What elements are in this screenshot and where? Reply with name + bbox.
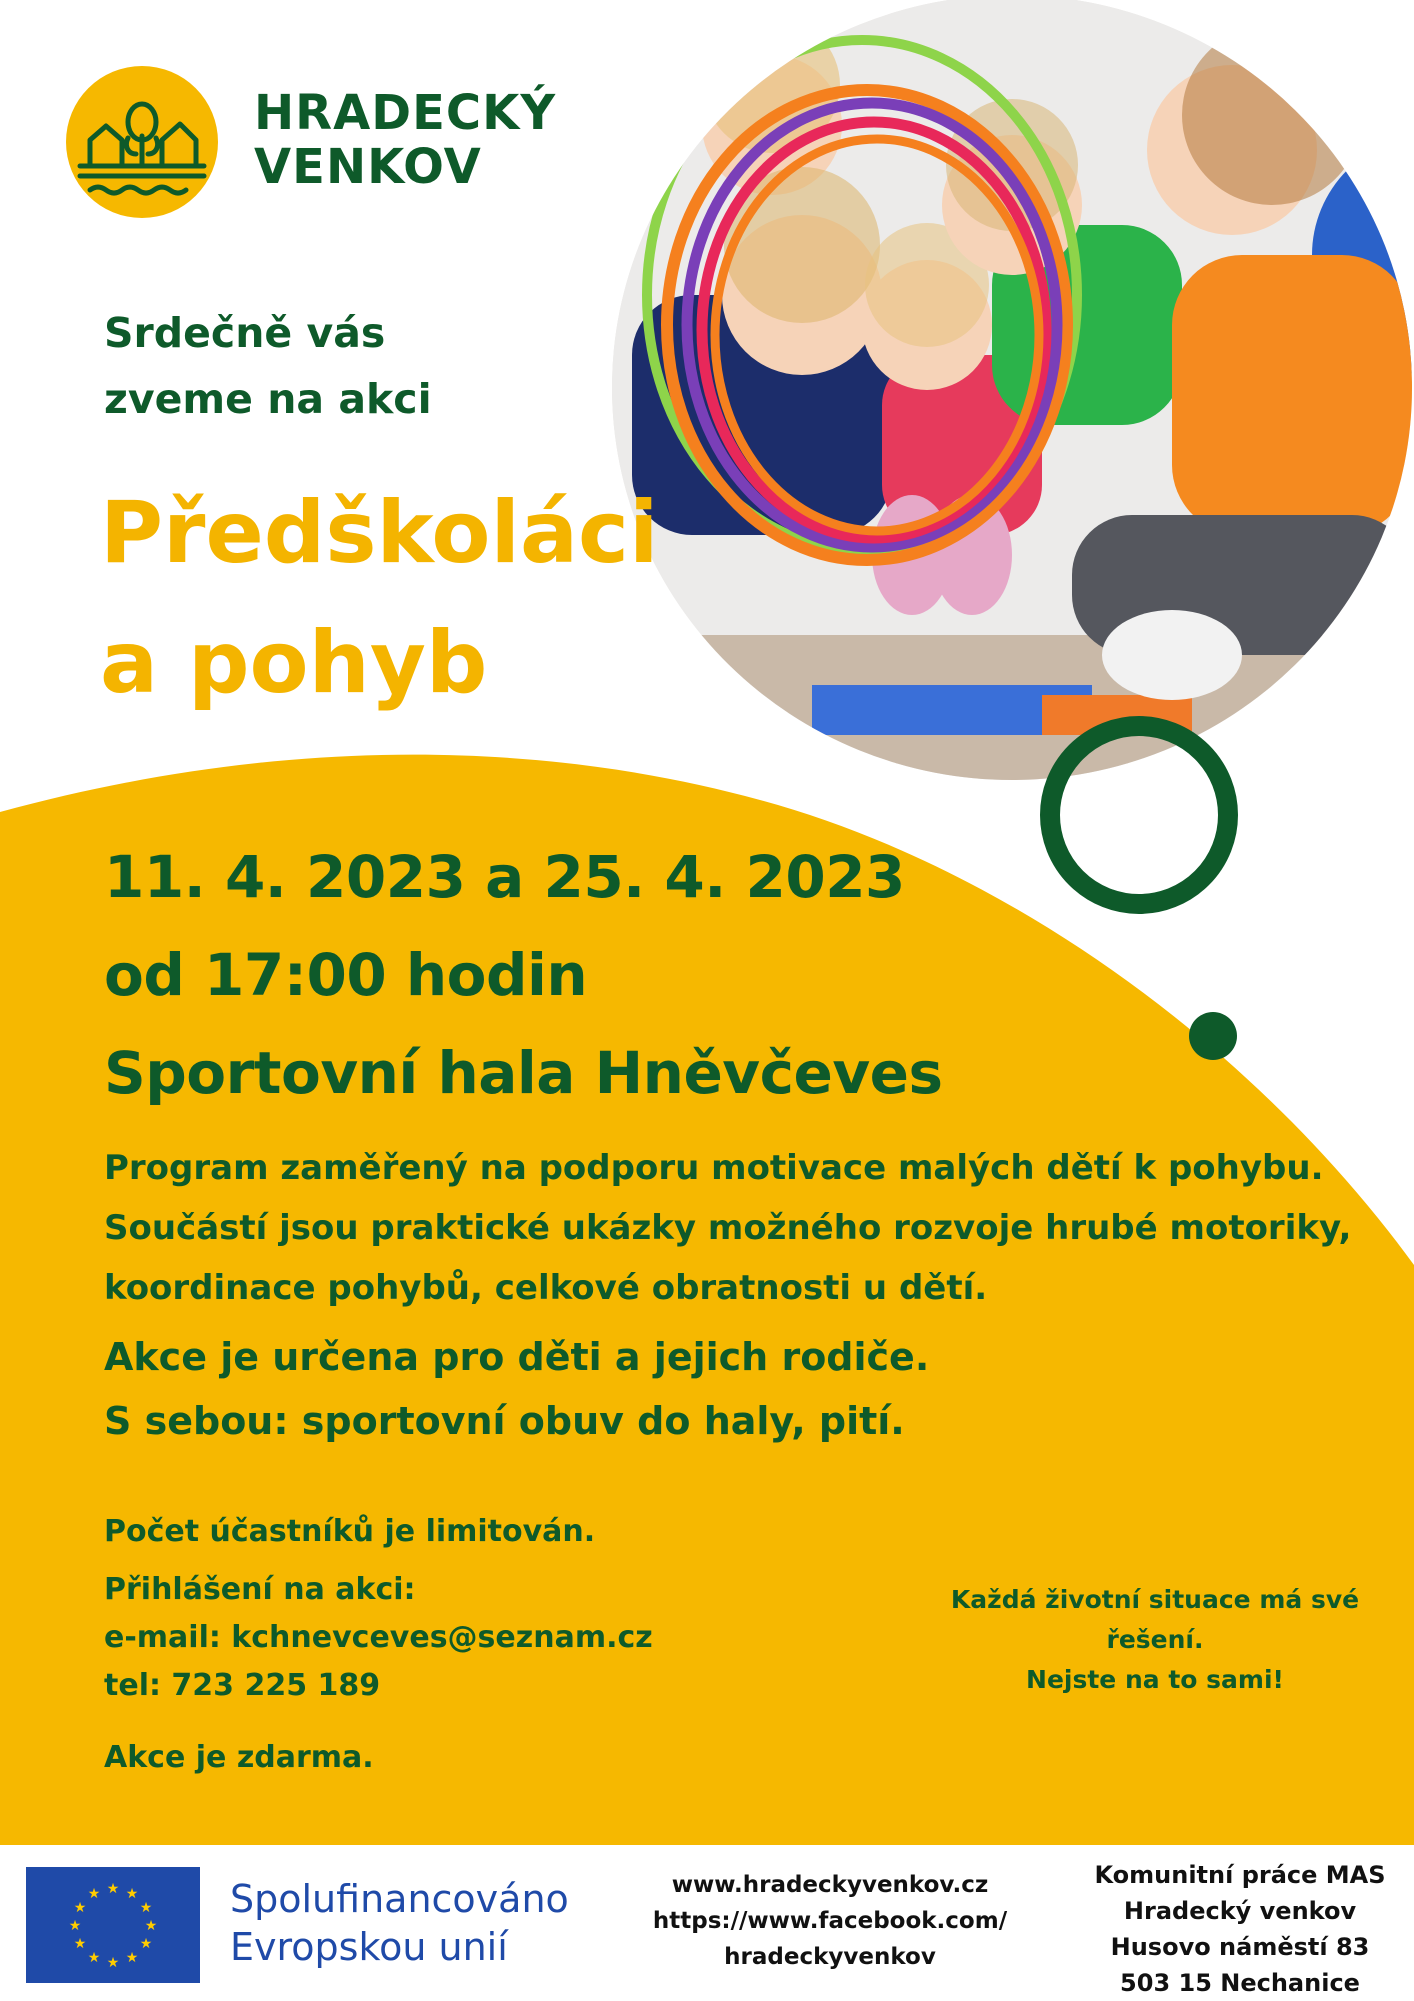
invite-line-1: Srdečně vás [104,309,386,357]
facebook-link[interactable]: https://www.facebook.com/ [652,1908,1008,1934]
svg-text:★: ★ [106,1955,120,1971]
organizer-address [1080,1857,1400,2001]
event-title [100,468,658,728]
decorative-ring-icon [1040,716,1238,914]
description-line-5: S sebou: sportovní obuv do haly, pití. [104,1399,905,1443]
eu-flag-icon [26,1867,200,1983]
event-audience [104,1325,929,1453]
eu-stars-icon [26,1867,200,1983]
motto [950,1580,1360,1700]
title-line-2: a pohyb [100,613,488,713]
footer [0,1845,1414,2000]
address-line-2: Hradecký venkov [1123,1897,1357,1925]
address-line-1: Komunitní práce MAS [1094,1861,1386,1889]
web-links [630,1867,1030,1975]
logo-line-1: HRADECKÝ [254,85,557,141]
description-line-2: Součástí jsou praktické ukázky možného rozvoje hrubé motoriky, [104,1208,1352,1248]
address-line-4: 503 15 Nechanice [1120,1969,1360,1997]
svg-text:★: ★ [73,1900,87,1916]
svg-text:★: ★ [139,1900,153,1916]
description-line-3: koordinace pohybů, celkové obratnosti u dětí. [104,1268,988,1308]
event-dates: 11. 4. 2023 a 25. 4. 2023 [104,843,905,911]
event-time: od 17:00 hodin [104,941,588,1009]
description-line-1: Program zaměřený na podporu motivace malých dětí k pohybu. [104,1148,1324,1188]
invitation-text [104,300,432,432]
event-place: Sportovní hala Hněvčeves [104,1039,943,1107]
children-with-hoops-illustration [612,0,1412,780]
logo-line-2: VENKOV [254,139,482,195]
motto-line-1: Každá životní situace má své [950,1585,1360,1614]
svg-text:★: ★ [144,1918,158,1934]
motto-line-3: Nejste na to sami! [1026,1665,1284,1694]
registration-block [104,1566,653,1710]
eu-cofinancing-text [230,1875,569,1971]
svg-text:★: ★ [68,1918,82,1934]
address-line-3: Husovo náměstí 83 [1110,1933,1370,1961]
website-link[interactable]: www.hradeckyvenkov.cz [671,1872,989,1898]
registration-email[interactable]: e-mail: kchnevceves@seznam.cz [104,1620,653,1655]
description-line-4: Akce je určena pro děti a jejich rodiče. [104,1335,930,1379]
logo-badge [66,66,218,218]
eu-line-2: Evropskou unií [230,1925,508,1969]
svg-text:★: ★ [87,1950,101,1966]
event-description [104,1138,1404,1318]
participant-limit: Počet účastníků je limitován. [104,1514,596,1549]
invite-line-2: zveme na akci [104,375,432,423]
svg-text:★: ★ [125,1886,139,1902]
motto-line-2: řešení. [1106,1625,1204,1654]
svg-text:★: ★ [106,1881,120,1897]
decorative-dot-icon [1189,1012,1237,1060]
registration-heading: Přihlášení na akci: [104,1572,416,1607]
svg-text:★: ★ [125,1950,139,1966]
facebook-link-handle[interactable]: hradeckyvenkov [724,1944,936,1970]
title-line-1: Předškoláci [100,483,659,583]
event-details [104,828,943,1122]
free-admission: Akce je zdarma. [104,1740,374,1775]
registration-phone[interactable]: tel: 723 225 189 [104,1668,381,1703]
svg-text:★: ★ [87,1886,101,1902]
children-photo [612,0,1412,780]
eu-line-1: Spolufinancováno [230,1877,569,1921]
village-logo-icon [66,66,218,218]
svg-text:★: ★ [73,1936,87,1952]
logo-wordmark [254,86,556,194]
svg-text:★: ★ [139,1936,153,1952]
